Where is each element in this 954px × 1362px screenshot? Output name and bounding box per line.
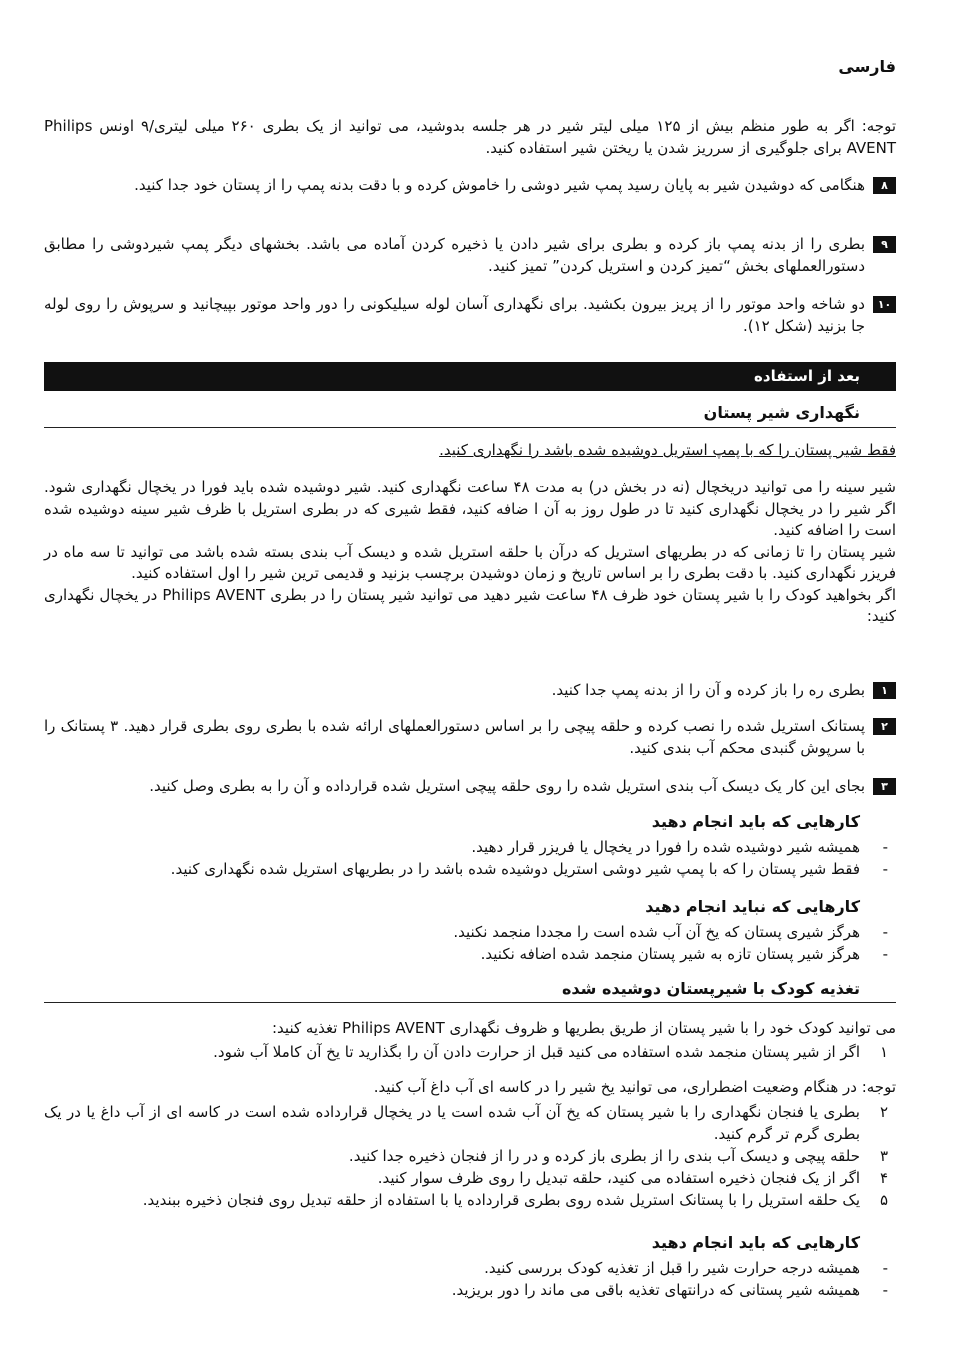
list-item: - هرگز شیری پستان که یخ آن آب شده است را مجددا منجمد نکنید. [453, 923, 888, 941]
step-text: بطری را از بدنه پمپ باز کرده و بطری برای شیر دادن یا ذخیره کردن آماده می باشد. بخشهای دیگر پمپ شیردوشی را مطابق دستورالعملهای بخش “تمیز کردن و استریل کردن” تمیز کنید. [44, 235, 865, 275]
bottle-size-note: توجه: اگر به طور منظم بیش از ۱۲۵ میلی لیتر شیر در هر جلسه بدوشید، می توانید از یک بطری ۲۶۰ میلی لیتری/۹ اونس Philips AVENT برای جلوگیری از سرریز شدن یا ریختن شیر استفاده کنید. [44, 117, 896, 157]
step-text: دو شاخه واحد موتور را از پریز بیرون بکشید. برای نگهداری آسان لوله سیلیکونی را دور واحد موتور بپیچانید و سرپوش را روی لوله جا بزنید (شکل ۱۲). [44, 295, 865, 335]
section-header-after-use: بعد از استفاده [44, 362, 896, 391]
storage-lead: فقط شیر پستان را که با پمپ استریل دوشیده شده باشد را نگهداری کنید. [439, 441, 896, 459]
donts-heading: کارهایی که نباید انجام دهید [645, 897, 860, 916]
feeding-step-1-list [44, 1041, 896, 1063]
storage-paragraph: شیر سینه را می توانید دریخچال (نه در بخش در) به مدت ۴۸ ساعت نگهداری کنید. شیر دوشیده شده باید فورا در یخچال نگهداری شود. اگر شیر را در یخچال نگهداری کنید تا در طول روز به آن ا ضافه کنید، فقط شیری که در بطری استریل با ظرف شیر سینه دوشیده شده است را اضافه کنید. [44, 478, 896, 539]
list-item: - همیشه شیر پستانی که درانتهای تغذیه باقی می ماند را دور بریزید. [451, 1281, 888, 1299]
storage-paragraph: اگر بخواهید کودک را با شیر پستان خود ظرف ۴۸ ساعت شیر دهید می توانید شیر پستان را در بطری Philips AVENT در یخچال نگهداری کنید: [44, 585, 896, 625]
storage-step-2 [44, 716, 896, 759]
dos-list [44, 836, 896, 880]
step-number: ۱ [873, 682, 896, 699]
language-heading: فارسی [838, 57, 896, 76]
storage-paragraph: شیر پستان را تا زمانی که در بطریهای استریل که درآن با حلقه استریل شده و دیسک آب بندی بسته شده باشد می توانید تا سه ماه در فریزر نگهداری کنید. با دقت بطری را بر اساس تاریخ و زمان دوشیدن برچسب بزنید و قدیمی ترین شیر را اول استفاده کنید. [44, 542, 896, 582]
dos2-list [44, 1257, 896, 1301]
step-10 [44, 294, 896, 337]
storage-step-3 [44, 776, 896, 798]
feeding-intro: می توانید کودک خود را با شیر پستان از طریق بطریها و ظروف نگهداری Philips AVENT تغذیه کنید: [272, 1019, 896, 1037]
step-9 [44, 234, 896, 277]
step-number: ۸ [873, 177, 896, 194]
list-item: - فقط شیر پستان را که با پمپ شیر دوشی استریل دوشیده شده باشد را در بطریهای استریل شده نگهداری کنید. [170, 860, 888, 878]
thaw-note: توجه: در هنگام وضعیت اضطراری، می توانید یخ شیر را در کاسه ای آب داغ آب کنید. [373, 1078, 896, 1096]
list-item: - هرگز شیر پستان تازه به شیر پستان منجمد شده اضافه نکنید. [480, 945, 888, 963]
list-item: - همیشه شیر دوشیده شده را فورا در یخچال یا فریزر قرار دهید. [471, 838, 888, 856]
dos2-heading: کارهایی که باید انجام دهید [651, 1233, 860, 1252]
step-text: بطری ره را باز کرده و آن را از بدنه پمپ جدا کنید. [551, 681, 865, 699]
storage-heading: نگهداری شیر پستان [44, 401, 896, 428]
step-number: ۹ [873, 236, 896, 253]
list-item: - همیشه درجه حرارت شیر را قبل از تغذیه کودک بررسی کنید. [484, 1259, 888, 1277]
feeding-heading: تغذیه کودک با شیرپستان دوشیده شده [44, 978, 896, 1003]
list-item: ۱ اگر از شیر پستان منجمد شده استفاده می کنید قبل از حرارت دادن آن را بگذارید تا یخ آن کاملا آب شود. [213, 1043, 888, 1061]
step-text: بجای این کار یک دیسک آب بندی استریل شده را روی حلقه پیچی استریل شده قرارداده و آن را به بطری وصل کنید. [149, 777, 865, 795]
manual-page [44, 0, 896, 1362]
step-number: ۱۰ [873, 296, 896, 313]
step-8 [44, 175, 896, 197]
step-text: هنگامی که دوشیدن شیر به پایان رسید پمپ شیر دوشی را خاموش کرده و با دقت بدنه پمپ را از پستان خود جدا کنید. [134, 176, 865, 194]
list-item: ۴ اگر از یک فنجان ذخیره استفاده می کنید، حلقه تبدیل را روی ظرف سوار کنید. [377, 1169, 888, 1187]
step-number: ۳ [873, 778, 896, 795]
list-item: ۳ حلقه پیچی و دیسک آب بندی را از بطری باز کرده و در را از فنجان ذخیره جدا کنید. [348, 1147, 888, 1165]
donts-list [44, 921, 896, 965]
step-number: ۲ [873, 718, 896, 735]
step-text: پستانک استریل شده را نصب کرده و حلقه پیچی را بر اساس دستورالعملهای ارائه شده با بطری روی بطری قرار دهید. ۳ پستانک را با سرپوش گنبدی محکم آب بندی کنید. [44, 717, 865, 757]
storage-paragraphs [44, 477, 896, 628]
feeding-steps [44, 1101, 896, 1211]
dos-heading: کارهایی که باید انجام دهید [651, 812, 860, 831]
storage-step-1 [44, 680, 896, 702]
list-item: ۲ بطری یا فنجان نگهداری را با شیر پستان که یخ آن آب شده است یا در یخچال قرارداده شده است در کاسه ای از آب داغ یا در یک بطری گرم تر گرم کنید. [44, 1103, 888, 1143]
list-item: ۵ یک حلقه استریل را با پستانک استریل شده روی بطری قرارداده یا با استفاده از حلقه تبدیل روی فنجان ذخیره ببندید. [142, 1191, 888, 1209]
